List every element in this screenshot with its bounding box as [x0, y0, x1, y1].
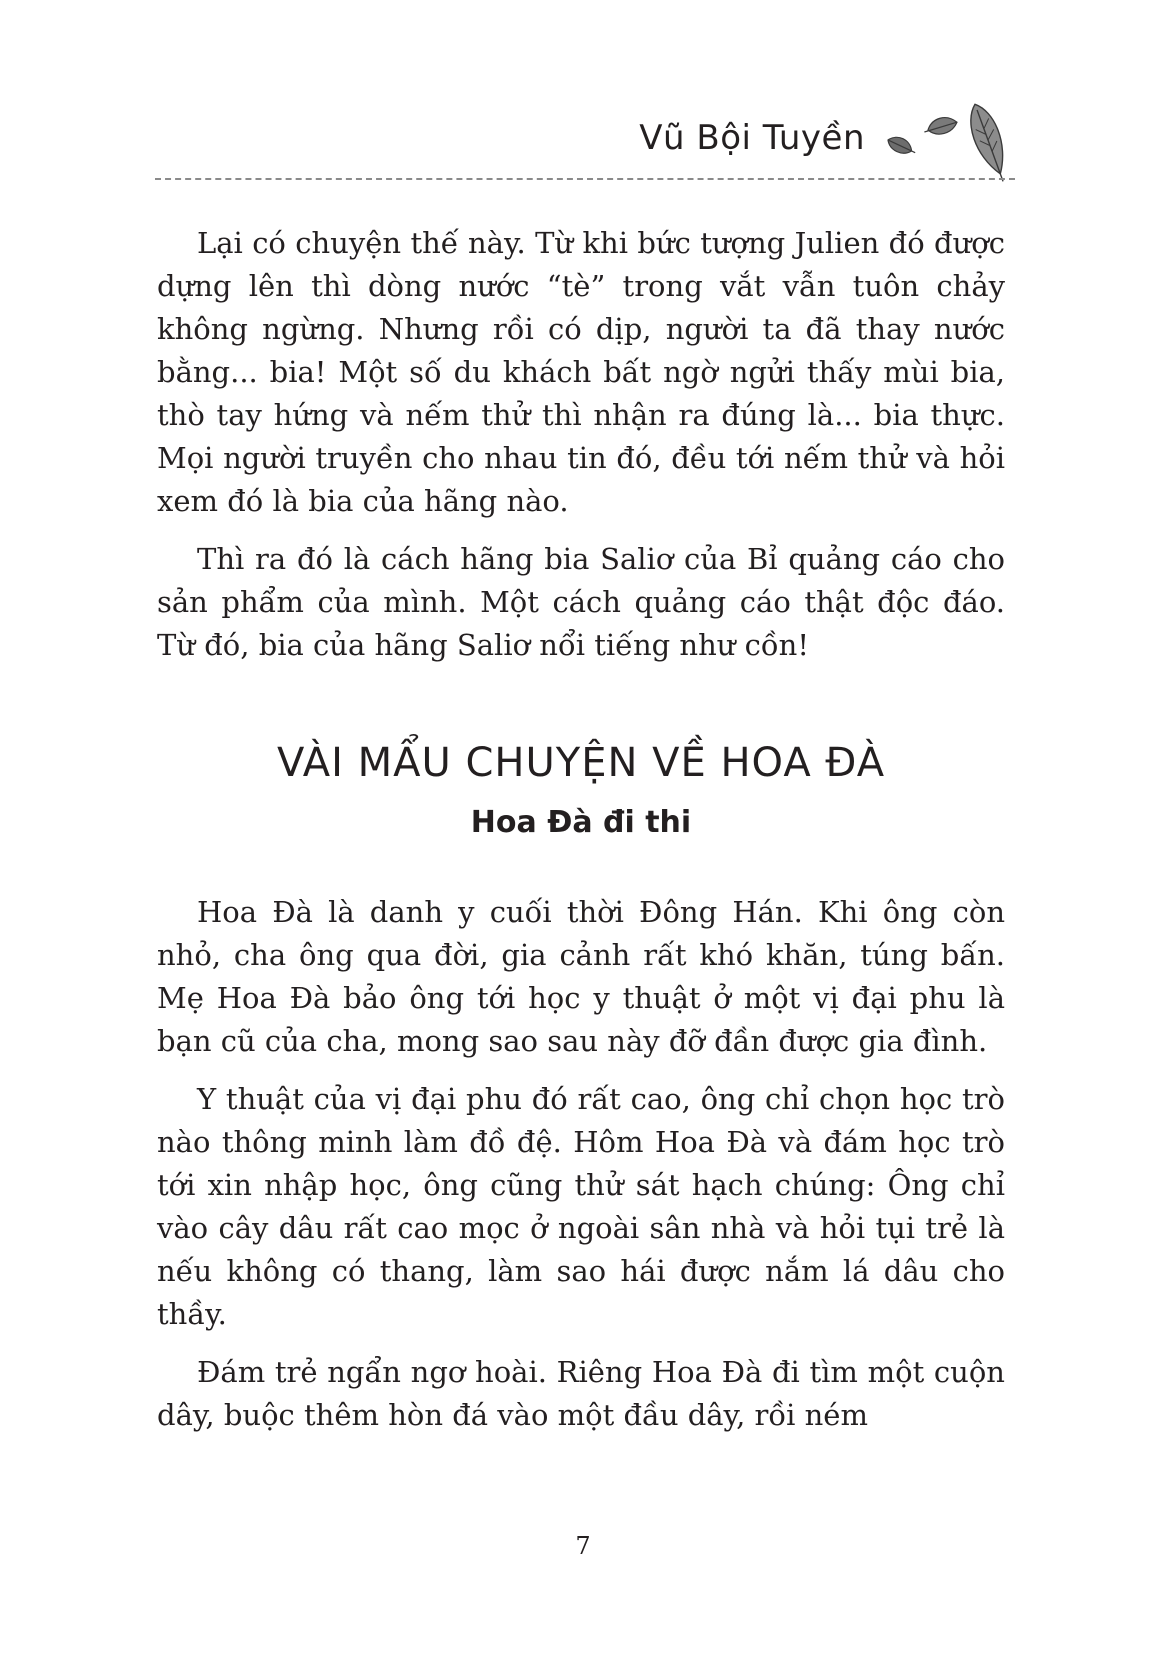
header-divider: [155, 178, 1015, 180]
body-paragraph: Đám trẻ ngẩn ngơ hoài. Riêng Hoa Đà đi tìm một cuộn dây, buộc thêm hòn đá vào một đầu dây, rồi ném: [157, 1355, 1005, 1432]
leaves-icon: [870, 100, 1015, 190]
story-heading: [157, 735, 1005, 843]
story-title: VÀI MẨU CHUYỆN VỀ HOA ĐÀ: [276, 740, 886, 786]
page-content: [157, 222, 1005, 1452]
section-continued: [157, 222, 1005, 667]
story-subtitle: Hoa Đà đi thi: [470, 805, 692, 840]
body-paragraph: Y thuật của vị đại phu đó rất cao, ông chỉ chọn học trò nào thông minh làm đồ đệ. Hôm Hoa Đà và đám học trò tới xin nhập học, ông cũng thử sát hạch chúng: Ông chỉ vào cây dâu rất cao mọc ở ngoài sân nhà và hỏi tụi trẻ là nếu không có thang, làm sao hái được nắm lá dâu cho thầy.: [157, 1082, 1005, 1331]
body-paragraph: Lại có chuyện thế này. Từ khi bức tượng Julien đó được dựng lên thì dòng nước “tè” trong vắt vẫn tuôn chảy không ngừng. Nhưng rồi có dịp, người ta đã thay nước bằng... bia! Một số du khách bất ngờ ngửi thấy mùi bia, thò tay hứng và nếm thử thì nhận ra đúng là... bia thực. Mọi người truyền cho nhau tin đó, đều tới nếm thử và hỏi xem đó là bia của hãng nào.: [157, 226, 1005, 518]
page-number: 7: [575, 1532, 591, 1560]
section-hoa-da: [157, 735, 1005, 1437]
body-paragraph: Thì ra đó là cách hãng bia Saliơ của Bỉ quảng cáo cho sản phẩm của mình. Một cách quảng cáo thật độc đáo. Từ đó, bia của hãng Saliơ nổi tiếng như cồn!: [157, 542, 1005, 662]
running-header: [155, 100, 1015, 190]
header-author: Vũ Bội Tuyền: [639, 118, 865, 158]
body-paragraph: Hoa Đà là danh y cuối thời Đông Hán. Khi ông còn nhỏ, cha ông qua đời, gia cảnh rất khó khăn, túng bấn. Mẹ Hoa Đà bảo ông tới học y thuật ở một vị đại phu là bạn cũ của cha, mong sao sau này đỡ đần được gia đình.: [157, 895, 1005, 1058]
